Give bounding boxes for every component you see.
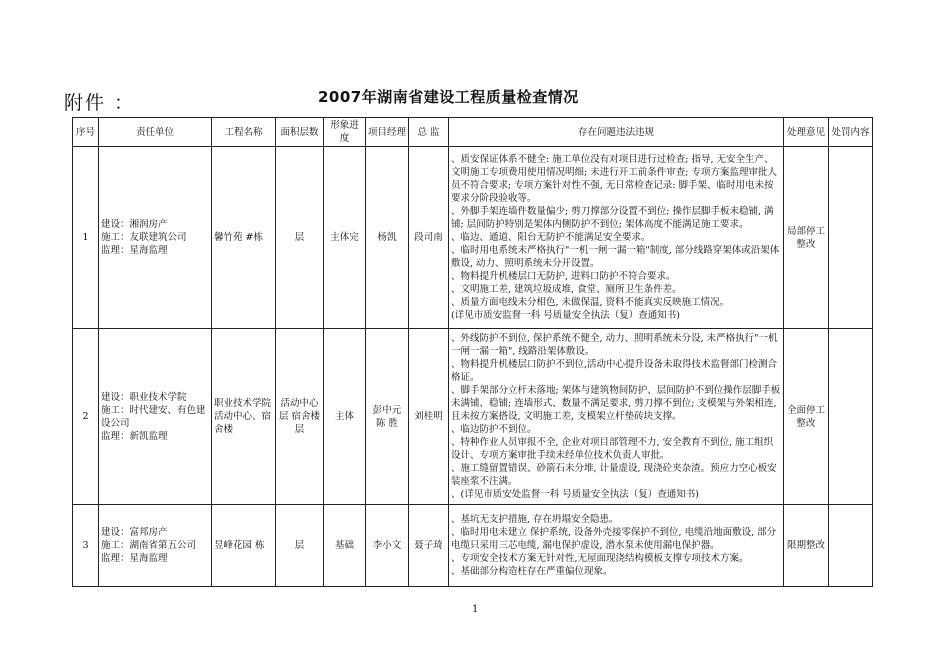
issue-reference: 、(详见市质安处监督一科 号质量安全执法（复）查通知书) (451, 489, 699, 500)
issue-item: 、质量方面电线未分相色, 未做保温, 资料不能真实反映施工情况。 (451, 297, 730, 308)
responsible-units (99, 147, 212, 329)
issue-item: 、特种作业人员审报不全, 企业对项目部管理不力, 安全教育不到位, 施工组织设计、专项方案审批手续未经单位技术负责人审批。 (451, 437, 774, 461)
penalty (829, 329, 873, 505)
header-opinion: 处理意见 (784, 118, 829, 147)
row-index: 3 (73, 505, 99, 587)
issue-item: 、物料提升机楼层口防护不到位,活动中心提升设备未取得技术监督部门检测合格证。 (451, 359, 778, 383)
penalty (829, 147, 873, 329)
unit-contractor: 施工：时代建安、有色建设公司 (101, 404, 206, 429)
issue-item: 、基坑无支护措施, 存在坍塌安全隐患。 (451, 514, 619, 525)
progress: 基础 (324, 505, 366, 587)
issue-reference: (详见市质安监督一科 号质量安全执法（复）查通知书) (451, 310, 680, 321)
table-row (73, 505, 873, 587)
issues-list (449, 147, 784, 329)
issue-item: 、外脚手架连墙件数量偏少; 剪刀撑部分设置不到位; 操作层脚手板未稳铺, 满铺; 层间防护特别是架体内侧防护不到位; 架体高度不能满足施工要求。 (451, 206, 774, 230)
unit-client: 建设：富邦房产 (101, 527, 168, 538)
unit-supervisor: 监理：星海监理 (101, 553, 168, 564)
project-manager: 杨凯 (366, 147, 409, 329)
penalty (829, 505, 873, 587)
project-name: 馨竹苑 #栋 (212, 147, 276, 329)
project-name: 昱峰花园 栋 (212, 505, 276, 587)
handling-opinion: 限期整改 (784, 505, 829, 587)
floors: 层 (276, 505, 324, 587)
unit-contractor: 施工：友联建筑公司 (101, 232, 187, 243)
unit-supervisor: 监理：新凯监理 (101, 430, 168, 442)
responsible-units (99, 329, 212, 505)
progress: 主体完 (324, 147, 366, 329)
row-index: 2 (73, 329, 99, 505)
header-unit: 责任单位 (99, 118, 212, 147)
issue-item: 、临边、通道、阳台无防护不能满足安全要求。 (451, 232, 651, 243)
issue-item: 、基础部分构造柱存在严重偏位现象。 (451, 566, 613, 577)
issue-item: 、专项安全技术方案无针对性,无屋面现浇结构模板支撑专项技术方案。 (451, 553, 749, 564)
issue-item: 、施工缝留置错误、砂箭石未分堆, 计量虚设, 现浇砼夹杂渣。预应力空心板安装座浆不注满。 (451, 463, 777, 487)
table-row (73, 147, 873, 329)
progress: 主体 (324, 329, 366, 505)
handling-opinion: 全面停工整改 (784, 329, 829, 505)
handling-opinion: 局部停工整改 (784, 147, 829, 329)
unit-contractor: 施工：湖南省第五公司 (101, 540, 197, 551)
row-index: 1 (73, 147, 99, 329)
issue-item: 、临边防护不到位。 (451, 424, 537, 435)
header-supervisor: 总 监 (409, 118, 449, 147)
issue-item: 、物料提升机楼层口无防护, 进料口防护不符合要求。 (451, 271, 676, 282)
floors: 活动中心 层 宿舍楼 层 (276, 329, 324, 505)
header-floors: 面积层数 (276, 118, 324, 147)
project-manager: 李小文 (366, 505, 409, 587)
chief-supervisor: 刘桂明 (409, 329, 449, 505)
issues-list (449, 329, 784, 505)
attachment-label: 附件 ： (64, 92, 136, 114)
table-row (73, 329, 873, 505)
issue-item: 、临时用电系统未严格执行"一机一闸一漏一箱"制度, 部分线路穿架体或沿架体敷设, 动力、照明系统未分开设置。 (451, 245, 780, 269)
header-manager: 项目经理 (366, 118, 409, 147)
header-progress: 形象进度 (324, 118, 366, 147)
header-index: 序号 (73, 118, 99, 147)
issue-item: 、文明施工差, 建筑垃圾成堆, 食堂、厕所卫生条件差。 (451, 284, 682, 295)
header-issues: 存在问题违法违规 (449, 118, 784, 147)
project-manager: 彭中元 陈 胜 (366, 329, 409, 505)
unit-supervisor: 监理：星海监理 (101, 245, 168, 256)
unit-client: 建设：湘润房产 (101, 219, 168, 230)
issues-list (449, 505, 784, 587)
floors: 层 (276, 147, 324, 329)
inspection-table (72, 117, 873, 587)
table-header-row (73, 118, 873, 147)
issue-item: 、临时用电未建立 保护系统, 设备外壳接零保护不到位, 电缆沿地面敷设, 部分电缆只采用三芯电缆, 漏电保护虚设, 潜水泵未使用漏电保护器。 (451, 527, 777, 551)
issue-item: 、质安保证体系不健全: 施工单位没有对项目进行过检查; 指导, 无安全生产、文明施工专项费用使用情况明细; 未进行开工前条件审查; 专项方案监理审批人员不符合要求; 专项方案针对性不强, 无日常检查记录: 脚手架、临时用电未按要求分阶段验收等。 (451, 154, 777, 204)
page-number: 1 (472, 604, 479, 615)
issue-item: 、脚手架部分立杆未落地; 架体与建筑物间防护、层间防护不到位操作层脚手板未满铺、稳铺; 连墙形式、数量不满足要求, 剪刀撑不到位; 支模架与外架相连, 且未按方案搭设, 文明施工差, 支模架立杆垫砖块支撑。 (451, 385, 781, 422)
document-title: 2007年湖南省建设工程质量检查情况 (318, 88, 579, 106)
chief-supervisor: 段司南 (409, 147, 449, 329)
responsible-units (99, 505, 212, 587)
project-name: 职业技术学院活动中心、宿舍楼 (212, 329, 276, 505)
header-project: 工程名称 (212, 118, 276, 147)
unit-client: 建设：职业技术学院 (101, 391, 187, 403)
header-penalty: 处罚内容 (829, 118, 873, 147)
issue-item: 、外线防护不到位, 保护系统不健全, 动力、照明系统未分设, 未严格执行"一机一闸一漏一箱", 线路沿架体敷设。 (451, 333, 778, 357)
chief-supervisor: 聂子琦 (409, 505, 449, 587)
